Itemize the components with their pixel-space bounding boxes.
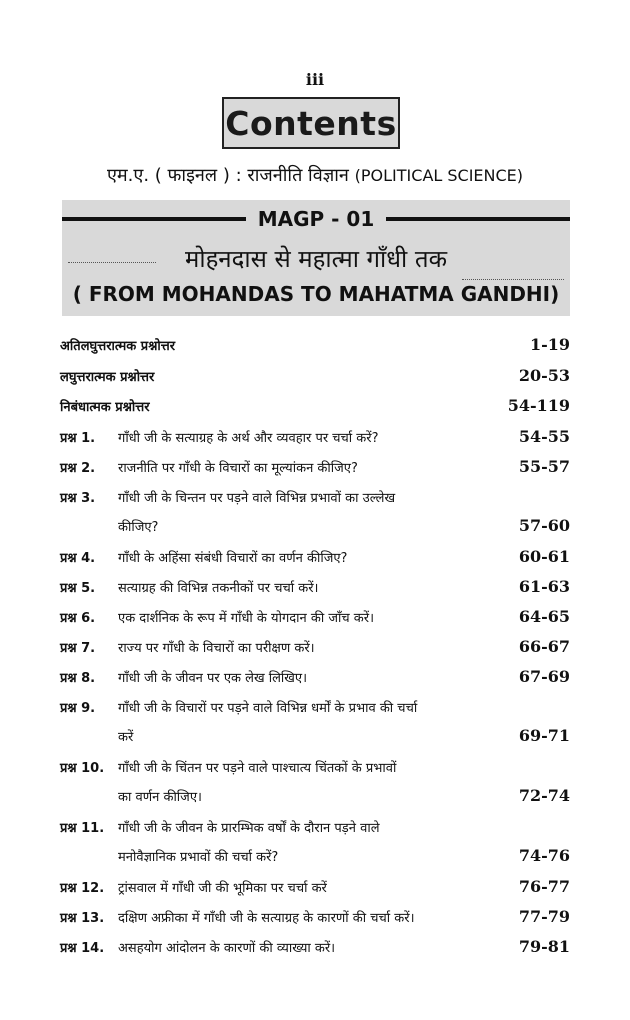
question-text: राज्य पर गाँधी के विचारों का परीक्षण करें। — [118, 641, 315, 656]
question-pages: 60-61 — [518, 547, 570, 566]
question-text: गाँधी जी के जीवन के प्रारम्भिक वर्षों के दौरान पड़ने वाले — [118, 821, 380, 836]
section-label: निबंधात्मक प्रश्नोत्तर — [60, 400, 150, 415]
question-number: प्रश्न 1. — [60, 431, 96, 446]
question-number: प्रश्न 11. — [60, 821, 105, 836]
course-code-row — [62, 206, 570, 232]
question-text: गाँधी जी के विचारों पर पड़ने वाले विभिन्न धर्मों के प्रभाव की चर्चा — [118, 701, 418, 716]
question-pages: 54-55 — [518, 427, 570, 446]
course-subtitle — [0, 163, 630, 187]
question-pages: 74-76 — [518, 846, 570, 865]
question-pages: 57-60 — [518, 516, 570, 535]
question-pages: 55-57 — [518, 457, 570, 476]
course-title-english: ( FROM MOHANDAS TO MAHATMA GANDHI) — [72, 282, 560, 306]
course-banner — [62, 200, 570, 316]
question-text: राजनीति पर गाँधी के विचारों का मूल्यांकन कीजिए? — [118, 461, 358, 476]
question-text-continued: मनोवैज्ञानिक प्रभावों की चर्चा करें? — [118, 850, 279, 865]
question-number: प्रश्न 14. — [60, 941, 105, 956]
question-text-continued: का वर्णन कीजिए। — [118, 790, 202, 805]
question-pages: 76-77 — [518, 877, 570, 896]
section-pages: 54-119 — [507, 396, 570, 415]
subtitle-hindi: एम.ए. ( फाइनल ) : राजनीति विज्ञान — [106, 165, 349, 186]
question-pages: 61-63 — [518, 577, 570, 596]
question-pages: 69-71 — [518, 726, 570, 745]
question-text-continued: करें — [118, 730, 134, 745]
question-pages: 67-69 — [518, 667, 570, 686]
question-number: प्रश्न 9. — [60, 701, 96, 716]
question-number: प्रश्न 2. — [60, 461, 96, 476]
section-label: लघुत्तरात्मक प्रश्नोत्तर — [60, 370, 155, 385]
question-text: सत्याग्रह की विभिन्न तकनीकों पर चर्चा करें। — [118, 581, 319, 596]
question-text: गाँधी जी के सत्याग्रह के अर्थ और व्यवहार पर चर्चा करें? — [118, 431, 379, 446]
question-pages: 72-74 — [518, 786, 570, 805]
question-text: गाँधी जी के जीवन पर एक लेख लिखिए। — [118, 671, 308, 686]
page-number: iii — [305, 70, 325, 89]
question-text: गाँधी जी के चिंतन पर पड़ने वाले पाश्चात्य चिंतकों के प्रभावों — [118, 761, 397, 776]
question-number: प्रश्न 13. — [60, 911, 105, 926]
question-text: गाँधी जी के चिन्तन पर पड़ने वाले विभिन्न प्रभावों का उल्लेख — [118, 491, 396, 506]
section-label: अतिलघुत्तरात्मक प्रश्नोत्तर — [60, 339, 176, 354]
question-pages: 77-79 — [518, 907, 570, 926]
question-number: प्रश्न 5. — [60, 581, 96, 596]
section-pages: 1-19 — [529, 335, 570, 354]
question-number: प्रश्न 6. — [60, 611, 96, 626]
question-number: प्रश्न 12. — [60, 881, 105, 896]
question-number: प्रश्न 7. — [60, 641, 96, 656]
question-number: प्रश्न 8. — [60, 671, 96, 686]
question-pages: 79-81 — [518, 937, 570, 956]
question-pages: 64-65 — [518, 607, 570, 626]
question-text: दक्षिण अफ्रीका में गाँधी जी के सत्याग्रह के कारणों की चर्चा करें। — [118, 911, 415, 926]
question-text: असहयोग आंदोलन के कारणों की व्याख्या करें। — [118, 941, 336, 956]
subtitle-english: (POLITICAL SCIENCE) — [354, 166, 524, 185]
question-text-continued: कीजिए? — [118, 520, 159, 535]
course-title-hindi: मोहनदास से महात्मा गाँधी तक — [185, 245, 447, 273]
question-number: प्रश्न 3. — [60, 491, 96, 506]
section-pages: 20-53 — [518, 366, 570, 385]
contents-heading: Contents — [222, 97, 400, 149]
question-number: प्रश्न 4. — [60, 551, 96, 566]
question-pages: 66-67 — [518, 637, 570, 656]
question-text: ट्रांसवाल में गाँधी जी की भूमिका पर चर्चा करें — [118, 881, 327, 896]
course-code: MAGP - 01 — [257, 207, 375, 231]
divider-right — [386, 217, 570, 221]
divider-left — [62, 217, 246, 221]
question-text: गाँधी के अहिंसा संबंधी विचारों का वर्णन कीजिए? — [118, 551, 348, 566]
question-number: प्रश्न 10. — [60, 761, 105, 776]
question-text: एक दार्शनिक के रूप में गाँधी के योगदान की जाँच करें। — [118, 611, 375, 626]
dotted-rule-right — [462, 279, 564, 280]
